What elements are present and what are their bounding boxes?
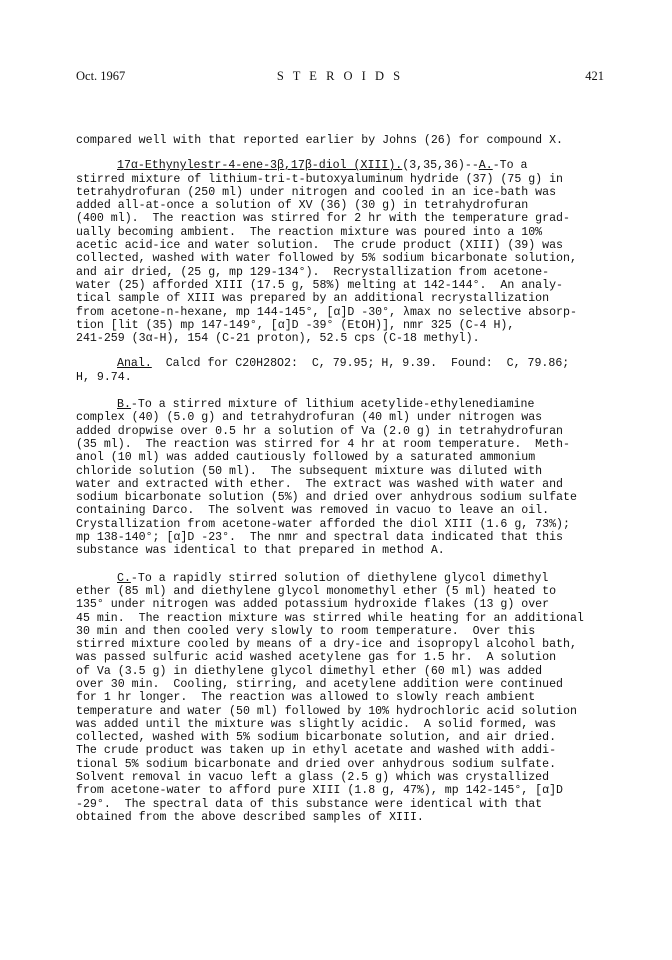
method-a-line: ually becoming ambient. The reaction mixture was poured into a 10% bbox=[76, 225, 543, 239]
analysis-values: Calcd for C20H28O2: C, 79.95; H, 9.39. Found: C, 79.86; bbox=[151, 357, 570, 371]
method-a-line: tical sample of XIII was prepared by an additional recrystallization bbox=[76, 292, 550, 306]
method-a-label: A. bbox=[478, 159, 493, 173]
method-c-line: -To a rapidly stirred solution of diethylene glycol dimethyl bbox=[130, 571, 549, 585]
method-c-line: tional 5% sodium bicarbonate and dried over anhydrous sodium sulfate. bbox=[76, 757, 557, 771]
method-c-line: from acetone-water to afford pure XIII (1.8 g, 47%), mp 142-145°, [α]D bbox=[76, 784, 564, 798]
method-a-line: stirred mixture of lithium-tri-t-butoxyaluminum hydride (37) (75 g) in bbox=[76, 172, 564, 186]
method-b-line: mp 138-140°; [α]D -23°. The nmr and spectral data indicated that this bbox=[76, 531, 564, 545]
method-a-line: added all-at-once a solution of XV (36) (30 g) in tetrahydrofuran bbox=[76, 199, 529, 213]
method-a-intro: -To a bbox=[492, 159, 528, 173]
method-b-line: added dropwise over 0.5 hr a solution of Va (2.0 g) in tetrahydrofuran bbox=[76, 424, 564, 438]
method-a-line: tion [lit (35) mp 147-149°, [α]D -39° (EtOH)], nmr 325 (C-4 H), bbox=[76, 318, 515, 332]
elemental-analysis bbox=[76, 357, 610, 370]
method-b-line: water and extracted with ether. The extract was washed with water and bbox=[76, 477, 564, 491]
analysis-continuation: H, 9.74. bbox=[76, 370, 132, 384]
method-a-line: from acetone-n-hexane, mp 144-145°, [α]D -30°, λmax no selective absorp- bbox=[76, 305, 577, 319]
issue-date: Oct. 1967 bbox=[76, 69, 126, 83]
method-c-line: Solvent removal in vacuo left a glass (2.5 g) which was crystallized bbox=[76, 771, 550, 785]
method-b-line: chloride solution (50 ml). The subsequent mixture was diluted with bbox=[76, 464, 543, 478]
method-c-section bbox=[76, 572, 610, 825]
method-a-heading bbox=[76, 159, 610, 172]
method-c-line: 30 min and then cooled very slowly to room temperature. Over this bbox=[76, 624, 536, 638]
method-c-heading bbox=[76, 572, 610, 585]
method-c-line: -29°. The spectral data of this substance were identical with that bbox=[76, 797, 543, 811]
method-c-line: 45 min. The reaction mixture was stirred while heating for an additional bbox=[76, 611, 584, 625]
method-a-line: and air dried, (25 g, mp 129-134°). Recrystallization from acetone- bbox=[76, 265, 550, 279]
method-c-line: over 30 min. Cooling, stirring, and acetylene addition were continued bbox=[76, 677, 564, 691]
method-b-section bbox=[76, 398, 610, 558]
method-b-heading bbox=[76, 398, 610, 411]
method-b-line: substance was identical to that prepared in method A. bbox=[76, 544, 445, 558]
journal-name: S T E R O I D S bbox=[276, 69, 404, 83]
method-c-line: collected, washed with 5% sodium bicarbonate solution, and air dried. bbox=[76, 731, 557, 745]
method-c-label: C. bbox=[117, 571, 131, 585]
method-c-line: of Va (3.5 g) in diethylene glycol dimethyl ether (60 ml) was added bbox=[76, 664, 543, 678]
method-a-text bbox=[76, 173, 610, 346]
method-a-line: tetrahydrofuran (250 ml) under nitrogen and cooled in an ice-bath was bbox=[76, 185, 557, 199]
method-c-line: was added until the mixture was slightly acidic. A solid formed, was bbox=[76, 717, 557, 731]
method-c-line: obtained from the above described samples of XIII. bbox=[76, 810, 424, 824]
method-a-line: collected, washed with water followed by 5% sodium bicarbonate solution, bbox=[76, 252, 577, 266]
method-b-line: containing Darco. The solvent was removed in vacuo to leave an oil. bbox=[76, 504, 550, 518]
method-a-section bbox=[76, 159, 610, 384]
method-c-line: stirred mixture cooled by means of a dry-ice and isopropyl alcohol bath, bbox=[76, 638, 577, 652]
method-c-line: 135° under nitrogen was added potassium hydroxide flakes (13 g) over bbox=[76, 598, 550, 612]
method-a-line: (400 ml). The reaction was stirred for 2 hr with the temperature grad- bbox=[76, 212, 570, 226]
method-a-line: 241-259 (3α-H), 154 (C-21 proton), 52.5 cps (C-18 methyl). bbox=[76, 332, 480, 346]
method-b-line: (35 ml). The reaction was stirred for 4 hr at room temperature. Meth- bbox=[76, 437, 570, 451]
article-body bbox=[76, 134, 610, 824]
page-header bbox=[76, 70, 604, 88]
method-c-line: The crude product was taken up in ethyl acetate and washed with addi- bbox=[76, 744, 557, 758]
method-b-line: sodium bicarbonate solution (5%) and dried over anhydrous sodium sulfate bbox=[76, 491, 577, 505]
method-c-line: temperature and water (50 ml) followed by 10% hydrochloric acid solution bbox=[76, 704, 577, 718]
method-b-line: complex (40) (5.0 g) and tetrahydrofuran (40 ml) under nitrogen was bbox=[76, 411, 543, 425]
method-b-line: -To a stirred mixture of lithium acetylide-ethylenediamine bbox=[130, 398, 535, 412]
method-c-line: was passed sulfuric acid washed acetylene gas for 1.5 hr. A solution bbox=[76, 651, 557, 665]
page-number: 421 bbox=[585, 69, 604, 83]
method-b-label: B. bbox=[117, 398, 131, 412]
title-references: (3,35,36)-- bbox=[402, 159, 479, 173]
compound-title: 17α-Ethynylestr-4-ene-3β,17β-diol (XIII). bbox=[117, 159, 403, 173]
intro-line: compared well with that reported earlier by Johns (26) for compound X. bbox=[76, 134, 564, 147]
analysis-label: Anal. bbox=[117, 357, 152, 371]
method-b-line: Crystallization from acetone-water afforded the diol XIII (1.6 g, 73%); bbox=[76, 517, 570, 531]
method-c-line: ether (85 ml) and diethylene glycol monomethyl ether (5 ml) heated to bbox=[76, 584, 557, 598]
method-a-line: acetic acid-ice and water solution. The crude product (XIII) (39) was bbox=[76, 239, 564, 253]
method-c-line: for 1 hr longer. The reaction was allowed to slowly reach ambient bbox=[76, 691, 536, 705]
method-b-line: anol (10 ml) was added cautiously followed by a saturated ammonium bbox=[76, 451, 536, 465]
method-a-line: water (25) afforded XIII (17.5 g, 58%) melting at 142-144°. An analy- bbox=[76, 278, 564, 292]
